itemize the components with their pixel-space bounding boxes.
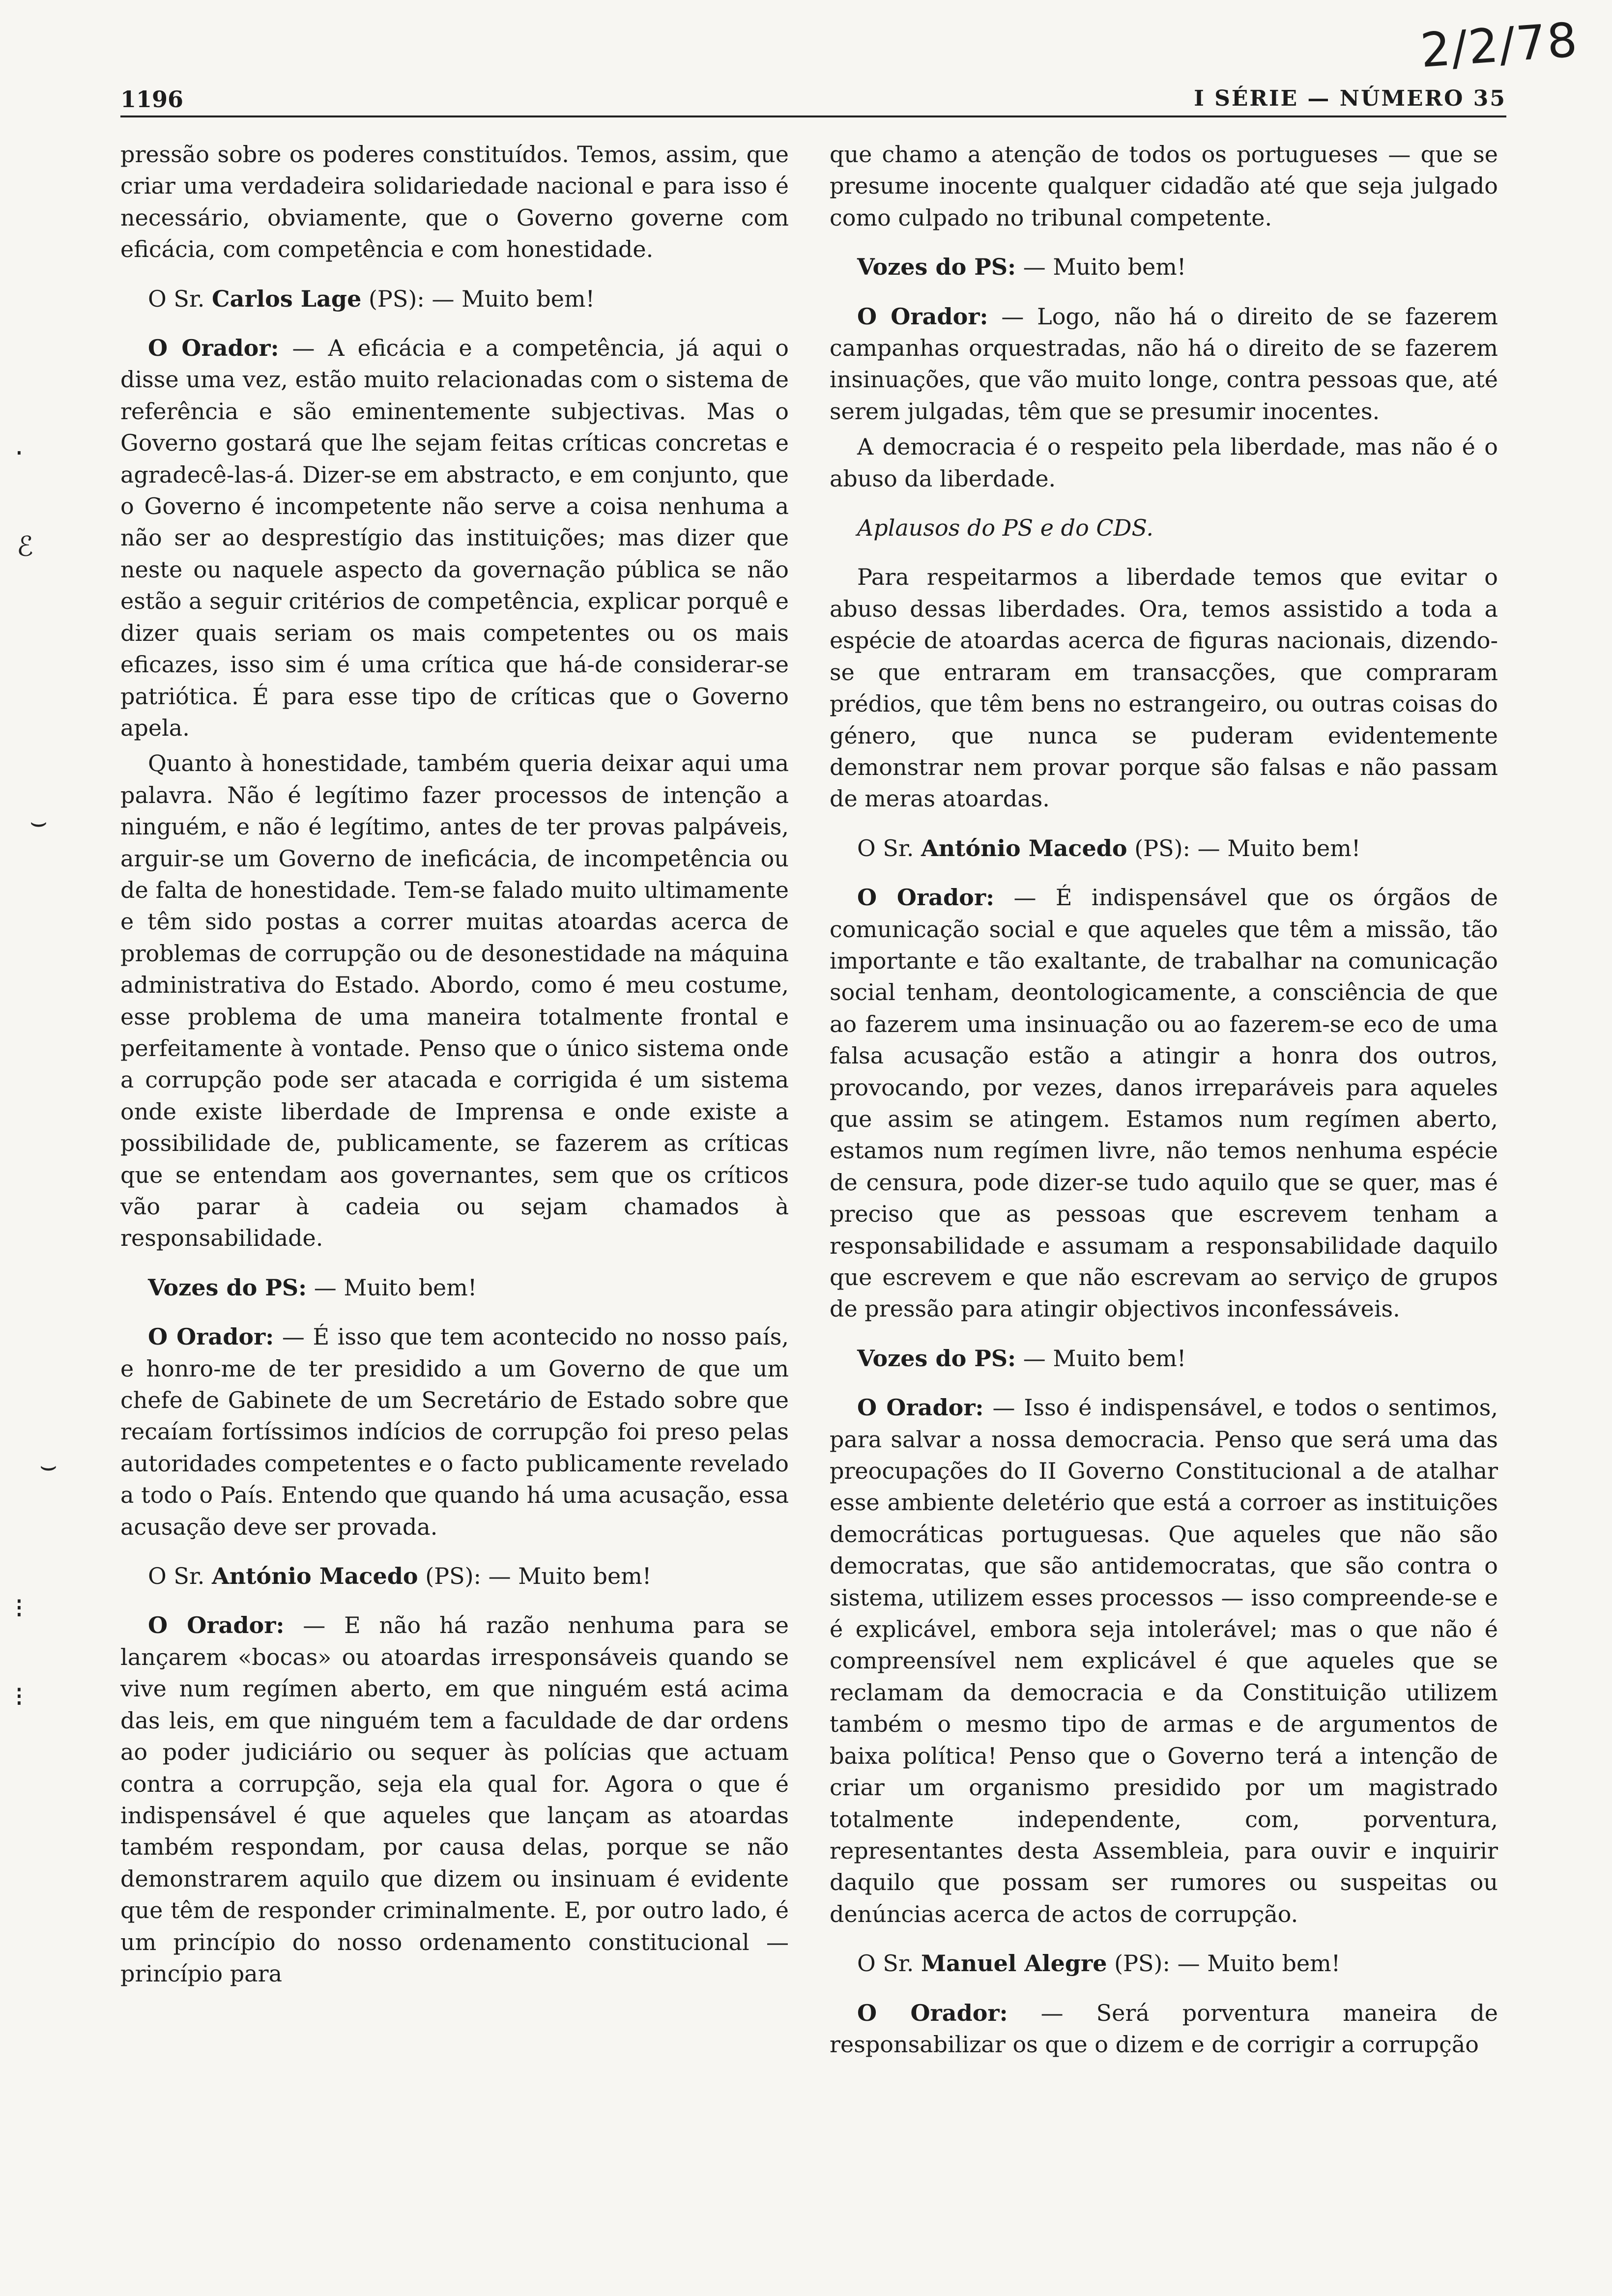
margin-mark: · — [15, 437, 24, 469]
speech-text: — Logo, não há o direito de se fazerem campanhas orquestradas, não há o direito de se fazerem insinuações, que vão muito longe, contra pessoas que, até serem julgadas, têm que se presumir inocentes. — [830, 303, 1498, 425]
handwritten-date: 2/2/78 — [1418, 12, 1580, 79]
speaker-name: Vozes do PS: — [857, 254, 1016, 281]
margin-mark: ⁝ — [15, 1592, 24, 1624]
speaker-label: O Orador: — [148, 335, 279, 362]
speaker-name: António Macedo — [212, 1563, 418, 1590]
paragraph: A democracia é o respeito pela liberdade, mas não é o abuso da liberdade. — [830, 433, 1498, 492]
speech-text: — Isso é indispensável, e todos o sentimos, para salvar a nossa democracia. Penso que será uma das preocupações do II Governo Constitucional a de atalhar esse ambiente deletério que está a corroer as instituições democráticas portuguesas. Que aqueles que não são democratas, que são antidemocratas, que são contra o sistema, utilizem esses processos — isso compreende-se e é explicável, embora seja intolerável; mas o que não é compreensível nem explicável é que aqueles que se reclamam da democracia e da Constituição utilizem também o mesmo tipo de armas e de argumentos de baixa política! Penso que o Governo terá a intenção de criar um organismo presidido por um magistrado totalmente independente, com, porventura, representantes desta Assembleia, para ouvir e inquirir daquilo que possam ser rumores ou suspeitas ou denúncias acerca de actos de corrupção. — [830, 1394, 1498, 1927]
speech-paragraph — [830, 301, 1498, 428]
speaker-label: O Orador: — [148, 1323, 274, 1350]
speaker-label: O Orador: — [857, 884, 995, 911]
margin-mark: ⌣ — [39, 1450, 58, 1482]
interjection-text: (PS): — Muito bem! — [368, 285, 595, 312]
speech-text: — Será porventura maneira de responsabilizar os que o dizem e de corrigir a corrupção — [830, 1999, 1498, 2058]
interjection — [830, 251, 1498, 283]
speech-paragraph — [830, 1997, 1498, 2061]
interjection — [120, 1560, 789, 1592]
speaker-label: O Orador: — [148, 1612, 285, 1639]
speech-text: — É indispensável que os órgãos de comunicação social e que aqueles que têm a missão, tão importante e tão exaltante, de trabalhar na comunicação social tenham, deontologicamente, a consciência de que ao fazerem uma insinuação ou ao fazerem-se eco de uma falsa acusação estão a atingir a honra dos outros, provocando, por vezes, danos irreparáveis para aqueles que assim se atingem. Estamos num regímen aberto, estamos num regímen livre, não temos nenhuma espécie de censura, pode dizer-se tudo aquilo que se quer, mas é preciso que as pessoas que escrevem tenham a responsabilidade e assumam a responsabilidade daquilo que escrevem e que não escrevam ao serviço de grupos de pressão para atingir objectivos inconfessáveis. — [830, 884, 1498, 1322]
interjection-prefix: O Sr. — [148, 1563, 205, 1590]
speech-paragraph — [830, 1392, 1498, 1930]
speech-text: — A eficácia e a competência, já aqui o disse uma vez, estão muito relacionadas com o sistema de referência e são eminentemente subjectivas. Mas o Governo gostará que lhe sejam feitas críticas concretas e agradecê-las-á. Dizer-se em abstracto, e em conjunto, que o Governo é incompetente não serve a coisa nenhuma a não ser ao desprestígio das instituições; mas dizer que neste ou naquele aspecto da governação pública se não estão a seguir critérios de competência, explicar porquê e dizer quais seriam os mais competentes ou os mais eficazes, isso sim é uma crítica que há-de considerar-se patriótica. É para esse tipo de críticas que o Governo apela. — [120, 335, 789, 741]
interjection — [830, 1948, 1498, 1979]
margin-mark: ⁝ — [15, 1681, 24, 1713]
speaker-name: António Macedo — [921, 834, 1127, 861]
header-rule — [120, 115, 1506, 117]
interjection — [120, 283, 789, 315]
margin-mark: ℰ — [17, 531, 33, 563]
speech-paragraph — [120, 332, 789, 744]
right-column — [830, 139, 1498, 2064]
interjection-prefix: O Sr. — [857, 834, 914, 861]
speech-paragraph — [120, 1321, 789, 1543]
page-number: 1196 — [120, 86, 184, 113]
left-column — [120, 139, 789, 1993]
speaker-label: O Orador: — [857, 303, 988, 330]
margin-mark: ⌣ — [29, 806, 48, 838]
paragraph: Quanto à honestidade, também queria deixar aqui uma palavra. Não é legítimo fazer processos de intenção a ninguém, e não é legítimo, antes de ter provas palpáveis, arguir-se um Governo de ineficácia, de incompetência ou de falta de honestidade. Tem-se falado muito ultimamente e têm sido postas a correr muitas atoardas acerca de problemas de corrupção ou de desonestidade na máquina administrativa do Estado. Abordo, como é meu costume, esse problema de uma maneira totalmente frontal e perfeitamente à vontade. Penso que o único sistema onde a corrupção pode ser atacada e corrigida é um sistema onde existe liberdade de Imprensa e onde existe a possibilidade de, publicamente, se fazerem as críticas que se entendam aos governantes, sem que os críticos vão parar à cadeia ou sejam chamados à responsabilidade. — [120, 750, 789, 1252]
interjection-prefix: O Sr. — [148, 285, 205, 312]
interjection-text: (PS): — Muito bem! — [425, 1563, 652, 1590]
paragraph: Para respeitarmos a liberdade temos que evitar o abuso dessas liberdades. Ora, temos assistido a toda a espécie de atoardas acerca de figuras nacionais, dizendo-se que entraram em transacções, que compraram prédios, que têm bens no estrangeiro, ou outras coisas do género, que nunca se puderam evidentemente demonstrar nem provar porque são falsas e não passam de meras atoardas. — [830, 564, 1498, 812]
speaker-name: Carlos Lage — [212, 285, 362, 312]
speaker-name: Vozes do PS: — [857, 1345, 1016, 1372]
interjection-text: (PS): — Muito bem! — [1134, 834, 1361, 861]
speaker-label: O Orador: — [857, 1999, 1008, 2026]
paragraph-continued: pressão sobre os poderes constituídos. Temos, assim, que criar uma verdadeira solidariedade nacional e para isso é necessário, obviamente, que o Governo governe com eficácia, com competência e com honestidade. — [120, 141, 789, 263]
speaker-name: Manuel Alegre — [921, 1950, 1107, 1977]
interjection — [830, 832, 1498, 864]
interjection — [830, 1343, 1498, 1374]
interjection-text: — Muito bem! — [1023, 1345, 1186, 1372]
applause-note: Aplausos do PS e do CDS. — [857, 515, 1153, 542]
interjection-text: — Muito bem! — [314, 1274, 477, 1301]
interjection — [120, 1272, 789, 1303]
speaker-label: O Orador: — [857, 1394, 984, 1421]
paragraph-continued: que chamo a atenção de todos os portugueses — que se presume inocente qualquer cidadão até que seja julgado como culpado no tribunal competente. — [830, 141, 1498, 231]
series-number: I SÉRIE — NÚMERO 35 — [1194, 86, 1506, 111]
speech-paragraph — [830, 882, 1498, 1325]
interjection-text: — Muito bem! — [1023, 254, 1186, 281]
interjection-prefix: O Sr. — [857, 1950, 914, 1977]
speech-paragraph — [120, 1609, 789, 1989]
interjection-text: (PS): — Muito bem! — [1114, 1950, 1341, 1977]
speech-text: — E não há razão nenhuma para se lançarem «bocas» ou atoardas irresponsáveis quando se vive num regímen aberto, em que ninguém está acima das leis, em que ninguém tem a faculdade de dar ordens ao poder judiciário ou sequer às polícias que actuam contra a corrupção, seja ela qual for. Agora o que é indispensável é que aqueles que lançam as atoardas também respondam, por causa delas, porque se não demonstrarem aquilo que dizem ou insinuam é evidente que têm de responder criminalmente. E, por outro lado, é um princípio do nosso ordenamento constitucional — princípio para — [120, 1612, 789, 1987]
speech-text: — É isso que tem acontecido no nosso país, e honro-me de ter presidido a um Governo de que um chefe de Gabinete de um Secretário de Estado sobre que recaíam fortíssimos indícios de corrupção foi preso pelas autoridades competentes e o facto publicamente revelado a todo o País. Entendo que quando há uma acusação, essa acusação deve ser provada. — [120, 1323, 789, 1540]
speaker-name: Vozes do PS: — [148, 1274, 307, 1301]
